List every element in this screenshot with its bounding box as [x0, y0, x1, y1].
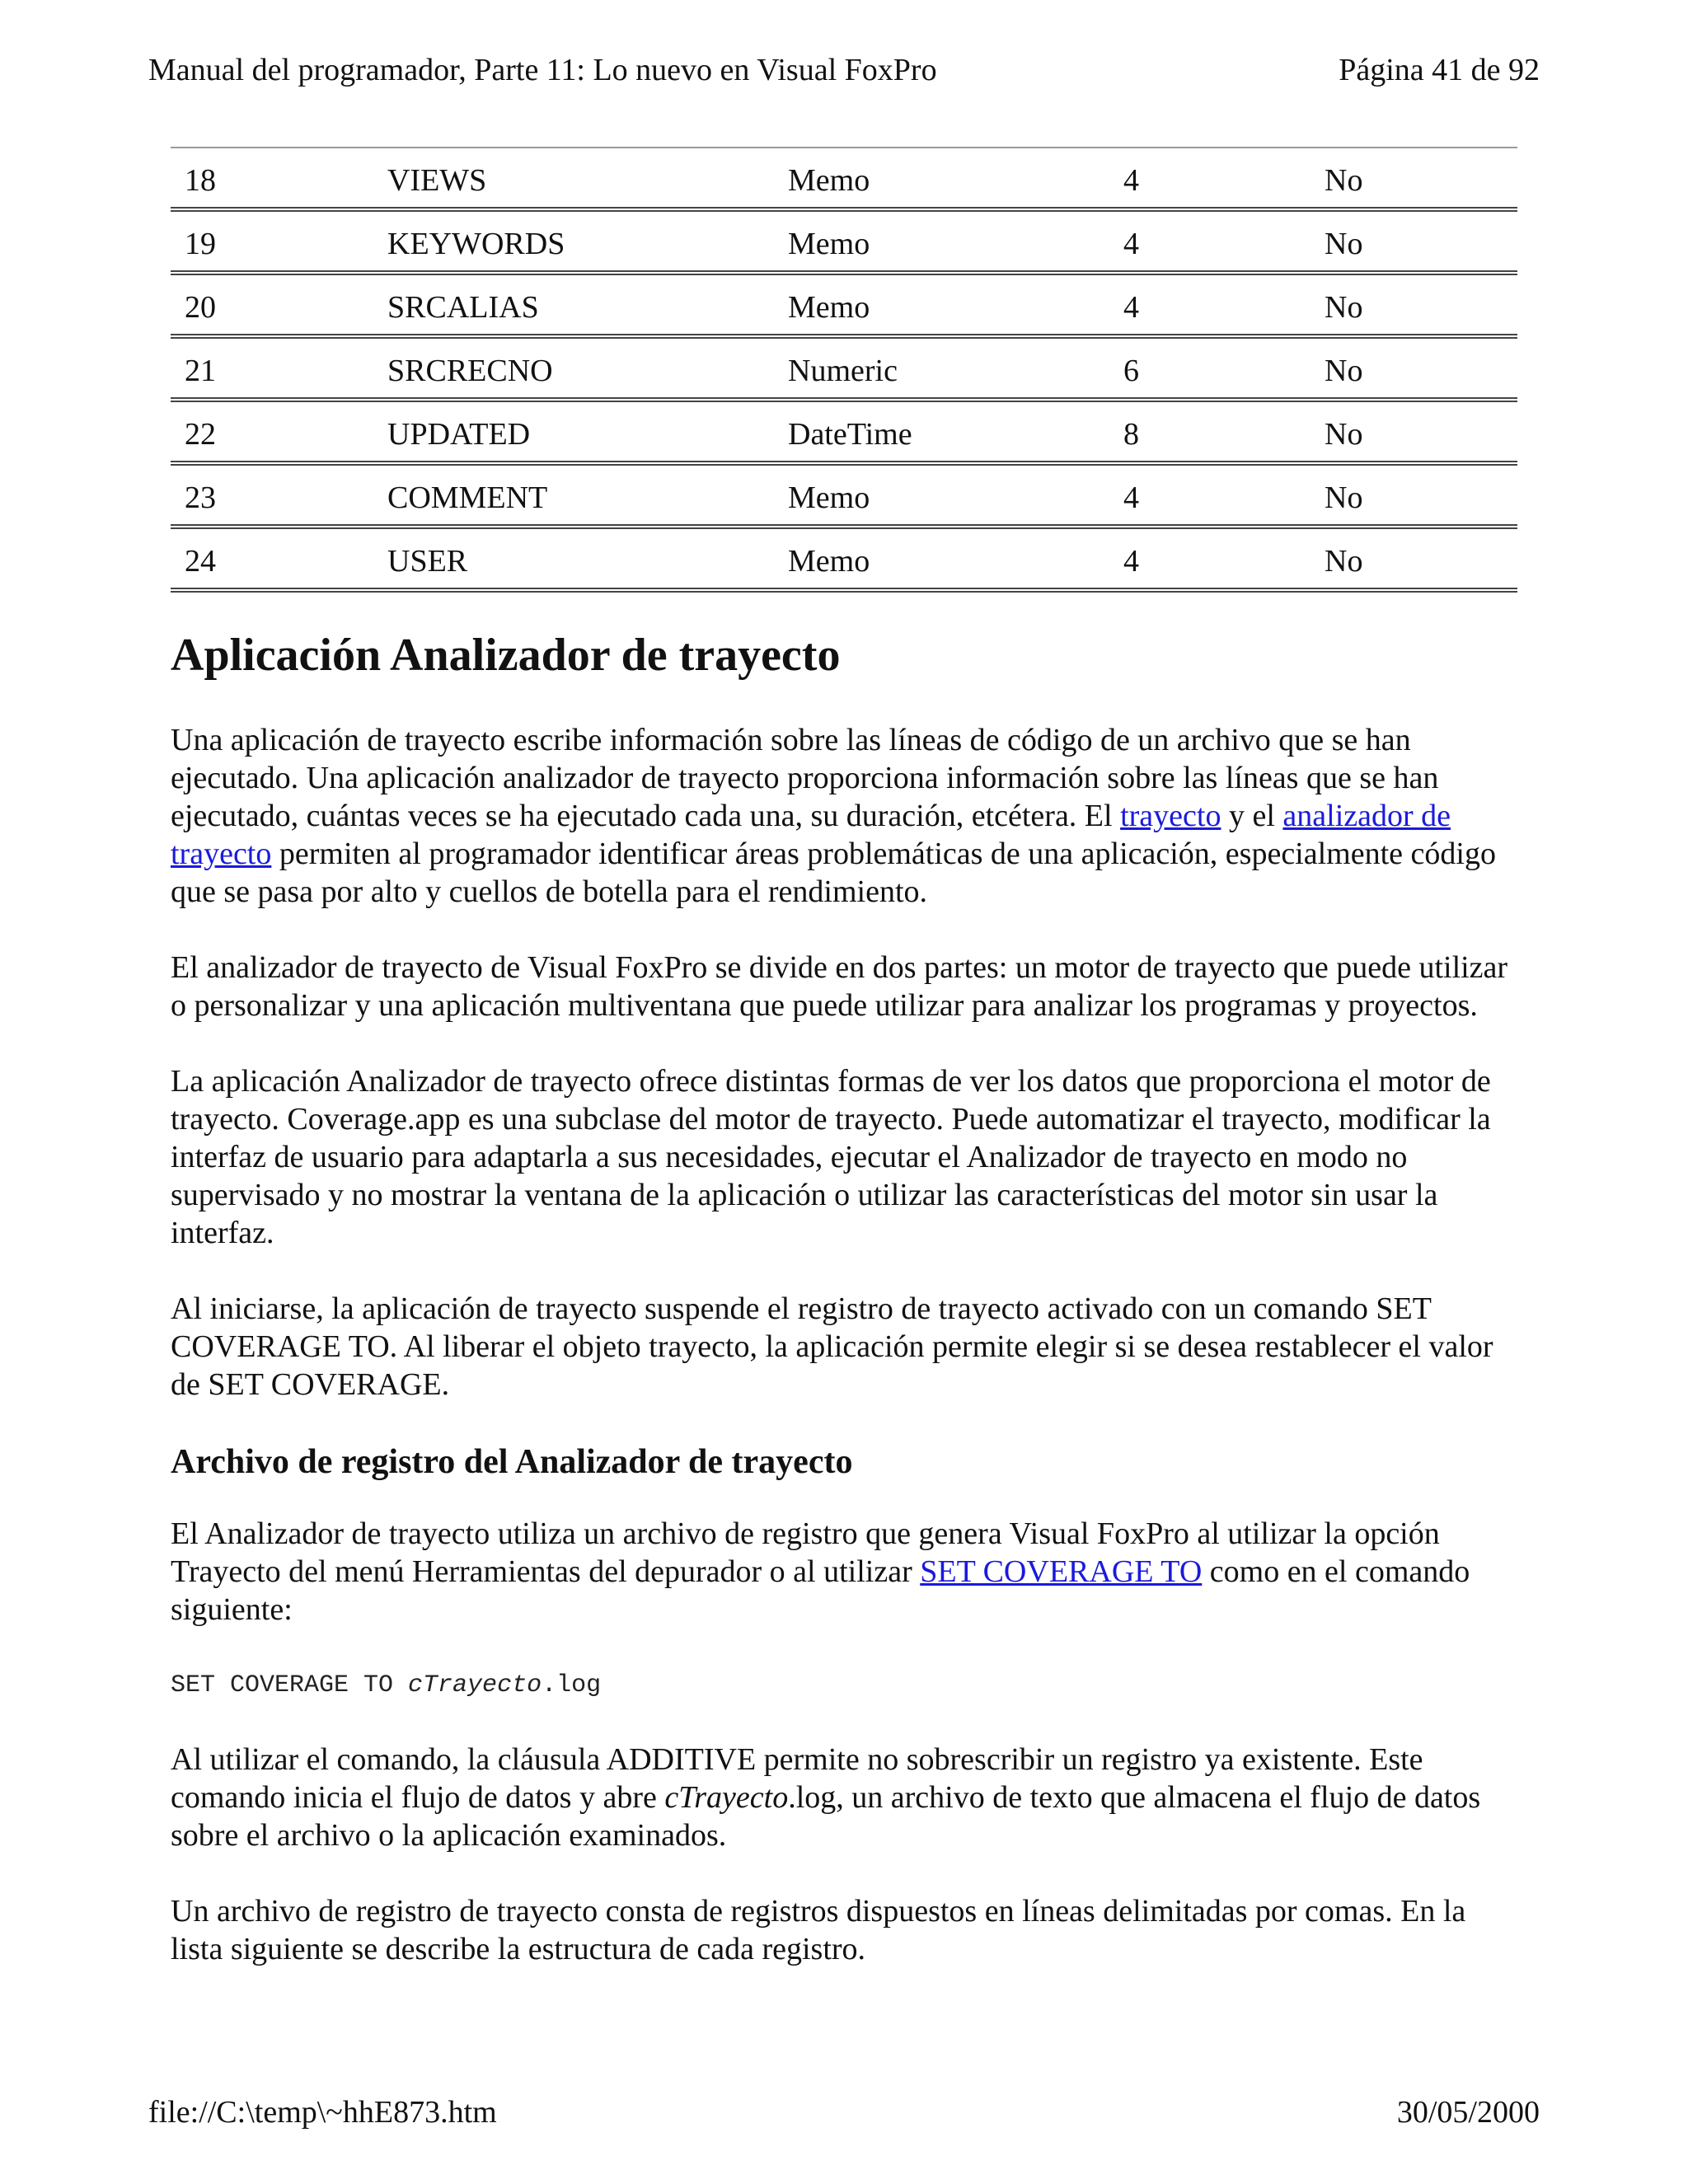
text-run: permiten al programador identificar áreas problemáticas de una aplicación, especialmente código que se pasa por alto y cuellos de botella para el rendimiento.: [171, 837, 1496, 910]
text-run: y el: [1221, 799, 1283, 834]
cell-number: 20: [185, 290, 216, 325]
cell-field: USER: [387, 544, 468, 579]
cell-field: UPDATED: [387, 417, 531, 452]
cell-null: No: [1325, 417, 1363, 452]
code-param: cTrayecto: [408, 1671, 542, 1699]
cell-type: DateTime: [788, 417, 912, 452]
cell-width: 4: [1123, 544, 1139, 579]
table-row: [171, 275, 1517, 339]
filename-italic: cTrayecto: [664, 1779, 789, 1815]
page-footer: [148, 2097, 1540, 2128]
print-date: 30/05/2000: [1396, 2095, 1540, 2130]
subsection-title: Archivo de registro del Analizador de trayecto: [171, 1443, 853, 1482]
cell-null: No: [1325, 163, 1363, 198]
cell-width: 8: [1123, 417, 1139, 452]
page-header: [148, 54, 1540, 86]
table-row: [171, 148, 1517, 212]
paragraph-log-intro: [171, 1515, 1522, 1629]
analizador-link[interactable]: analizador de trayecto: [171, 799, 1451, 872]
table-row: [171, 466, 1517, 529]
cell-type: Memo: [788, 544, 870, 579]
cell-null: No: [1325, 544, 1363, 579]
paragraph-intro: [171, 721, 1522, 911]
cell-number: 23: [185, 480, 216, 515]
set-coverage-link[interactable]: SET COVERAGE TO: [920, 1554, 1203, 1589]
cell-type: Memo: [788, 290, 870, 325]
text-run: .log, un archivo de texto que almacena el flujo de datos sobre el archivo o la aplicación examinados.: [171, 1779, 1481, 1853]
file-path: file://C:\temp\~hhE873.htm: [148, 2095, 497, 2130]
cell-field: SRCRECNO: [387, 354, 553, 388]
field-table: [171, 147, 1517, 593]
code-ext: .log: [542, 1671, 602, 1699]
page-number: Página 41 de 92: [1339, 53, 1540, 87]
cell-width: 4: [1123, 480, 1139, 515]
cell-number: 18: [185, 163, 216, 198]
paragraph-additive: [171, 1741, 1522, 1854]
document-title: Manual del programador, Parte 11: Lo nuevo en Visual FoxPro: [148, 53, 937, 87]
cell-type: Memo: [788, 480, 870, 515]
cell-number: 19: [185, 227, 216, 261]
main-content: [171, 628, 1522, 2006]
cell-field: COMMENT: [387, 480, 548, 515]
cell-field: SRCALIAS: [387, 290, 539, 325]
table-row: [171, 402, 1517, 466]
table-row: [171, 529, 1517, 593]
cell-number: 22: [185, 417, 216, 452]
paragraph-parts: El analizador de trayecto de Visual FoxPro se divide en dos partes: un motor de trayecto que puede utilizar o personalizar y una aplicación multiventana que puede utilizar para analizar los programas y proyectos.: [171, 950, 1508, 1024]
cell-type: Memo: [788, 163, 870, 198]
table-row: [171, 339, 1517, 402]
paragraph-structure: Un archivo de registro de trayecto consta de registros dispuestos en líneas delimitadas por comas. En la lista siguiente se describe la estructura de cada registro.: [171, 1893, 1466, 1966]
cell-type: Numeric: [788, 354, 898, 388]
text-run: Una aplicación de trayecto escribe información sobre las líneas de código de un archivo que se han ejecutado. Una aplicación analizador de trayecto proporciona información sobre las líneas que se han ejecutado, cuántas veces se ha ejecutado cada una, su duración, etcétera. El: [171, 723, 1439, 834]
table-row: [171, 212, 1517, 275]
cell-null: No: [1325, 290, 1363, 325]
cell-null: No: [1325, 227, 1363, 261]
cell-field: VIEWS: [387, 163, 487, 198]
paragraph-views: La aplicación Analizador de trayecto ofrece distintas formas de ver los datos que proporciona el motor de trayecto. Coverage.app es una subclase del motor de trayecto. Puede automatizar el trayecto, modificar la interfaz de usuario para adaptarla a sus necesidades, ejecutar el Analizador de trayecto en modo no supervisado y no mostrar la ventana de la aplicación o utilizar las características del motor sin usar la interfaz.: [171, 1064, 1491, 1251]
text-run: El Analizador de trayecto utiliza un archivo de registro que genera Visual FoxPro al utilizar la opción Trayecto del menú Herramientas del depurador o al utilizar: [171, 1516, 1440, 1589]
paragraph-startup: Al iniciarse, la aplicación de trayecto suspende el registro de trayecto activado con un comando SET COVERAGE TO. Al liberar el objeto trayecto, la aplicación permite elegir si se desea restablecer el valor de SET COVERAGE.: [171, 1291, 1493, 1403]
cell-width: 4: [1123, 163, 1139, 198]
code-sample: [171, 1666, 1522, 1704]
cell-number: 21: [185, 354, 216, 388]
text-run: como en el comando siguiente:: [171, 1554, 1470, 1627]
section-title: Aplicación Analizador de trayecto: [171, 630, 841, 681]
cell-type: Memo: [788, 227, 870, 261]
cell-null: No: [1325, 354, 1363, 388]
code-keyword: SET COVERAGE TO: [171, 1671, 409, 1699]
text-run: Al utilizar el comando, la cláusula ADDITIVE permite no sobrescribir un registro ya existente. Este comando inicia el flujo de datos y abre: [171, 1741, 1423, 1815]
cell-number: 24: [185, 544, 216, 579]
cell-width: 4: [1123, 227, 1139, 261]
cell-width: 4: [1123, 290, 1139, 325]
cell-width: 6: [1123, 354, 1139, 388]
cell-null: No: [1325, 480, 1363, 515]
trayecto-link[interactable]: trayecto: [1120, 799, 1221, 834]
cell-field: KEYWORDS: [387, 227, 565, 261]
